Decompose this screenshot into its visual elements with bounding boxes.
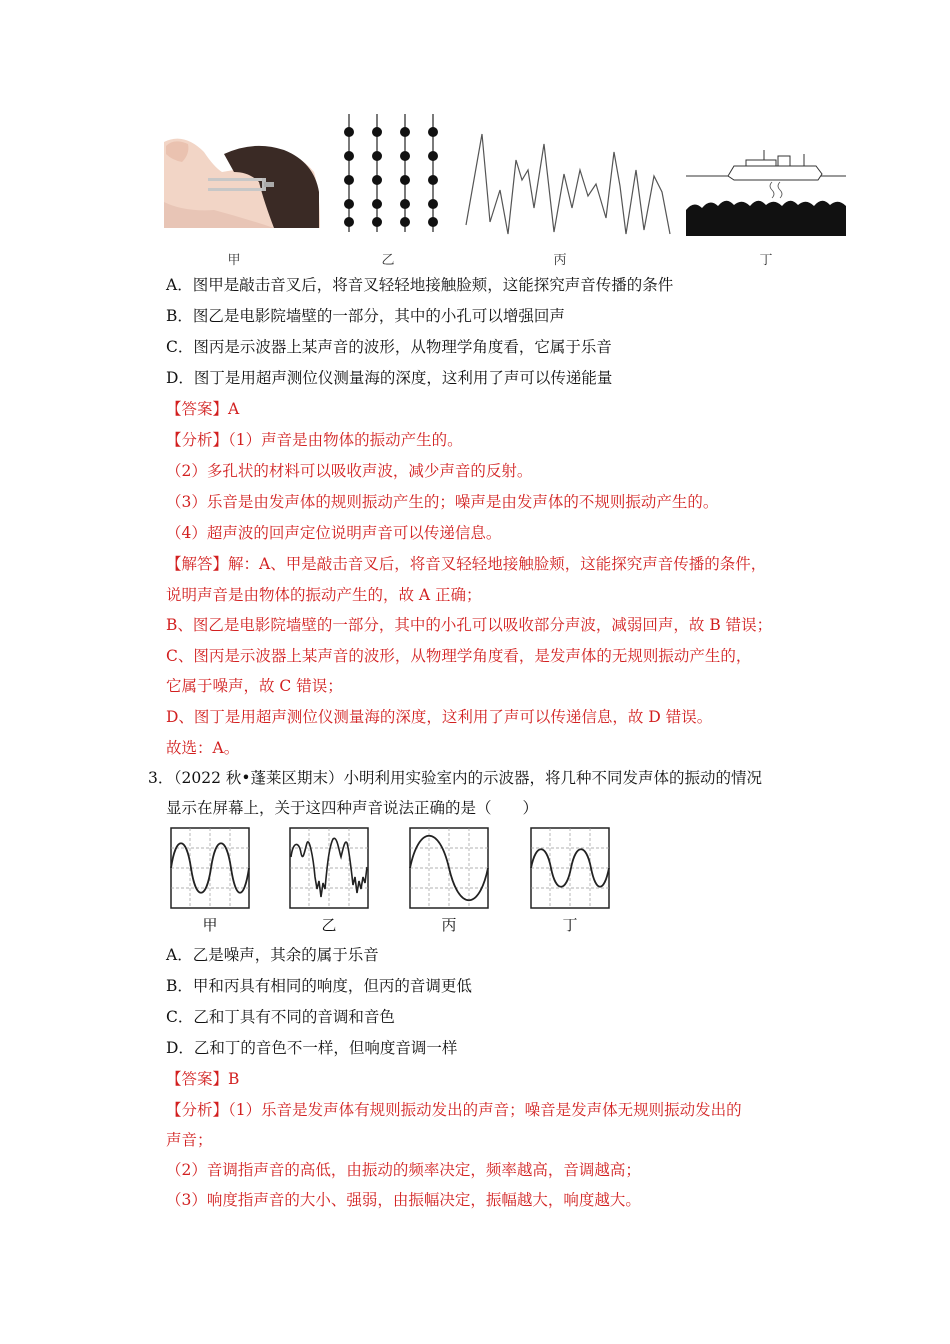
figure-label-yi: 乙 <box>381 253 395 268</box>
oscilloscope-ding <box>530 827 610 909</box>
q2-option-a: A．图甲是敲击音叉后，将音叉轻轻地接触脸颊，这能探究声音传播的条件 <box>166 276 674 294</box>
q2-analysis-line: （4）超声波的回声定位说明声音可以传递信息。 <box>166 524 502 542</box>
q2-solution-line: C、图丙是示波器上某声音的波形，从物理学角度看，是发声体的无规则振动产生的， <box>166 647 752 665</box>
q3-option-d: D．乙和丁的音色不一样，但响度音调一样 <box>166 1039 458 1057</box>
q2-analysis-line: （3）乐音是由发声体的规则振动产生的；噪声是由发声体的不规则振动产生的。 <box>166 493 719 511</box>
osc-label-bing: 丙 <box>441 916 457 934</box>
q2-option-d: D．图丁是用超声测位仪测量海的深度，这利用了声可以传递能量 <box>166 369 613 387</box>
osc-label-ding: 丁 <box>562 916 578 934</box>
q3-analysis-line: （2）音调指声音的高低，由振动的频率决定，频率越高，音调越高； <box>166 1161 641 1179</box>
q3-option-b: B．甲和丙具有相同的响度，但丙的音调更低 <box>166 977 472 995</box>
q3-analysis-line: （3）响度指声音的大小、强弱，由振幅决定，振幅越大，响度越大。 <box>166 1191 641 1209</box>
figure-label-ding: 丁 <box>759 253 773 268</box>
oscilloscope-jia <box>170 827 250 909</box>
figure-label-bing: 丙 <box>553 253 567 268</box>
figure-label-jia: 甲 <box>227 253 241 268</box>
q2-solution-line: B、图乙是电影院墙壁的一部分，其中的小孔可以吸收部分声波，减弱回声，故 B 错误； <box>166 616 773 634</box>
q3-option-c: C．乙和丁具有不同的音调和音色 <box>166 1008 395 1026</box>
q2-analysis-line: （2）多孔状的材料可以吸收声波，减少声音的反射。 <box>166 462 533 480</box>
q2-solution-line: 故选：A。 <box>166 739 240 757</box>
q2-option-b: B．图乙是电影院墙壁的一部分，其中的小孔可以增强回声 <box>166 307 565 325</box>
q3-analysis-line: 【分析】（1）乐音是发声体有规则振动发出的声音；噪音是发声体无规则振动发出的 <box>166 1101 742 1119</box>
osc-label-jia: 甲 <box>202 916 218 934</box>
q3-stem-line: 显示在屏幕上，关于这四种声音说法正确的是（ ） <box>166 799 539 817</box>
q2-option-c: C．图丙是示波器上某声音的波形，从物理学角度看，它属于乐音 <box>166 338 612 356</box>
q3-analysis-line: 声音； <box>166 1131 213 1149</box>
q3-number: 3． <box>148 769 174 787</box>
oscilloscope-bing <box>409 827 489 909</box>
figure-ship-sonar <box>686 150 846 238</box>
q3-option-a: A．乙是噪声，其余的属于乐音 <box>166 946 379 964</box>
osc-label-yi: 乙 <box>321 916 337 934</box>
q2-solution-line: 它属于噪声，故 C 错误； <box>166 677 343 695</box>
q2-analysis-line: 【分析】（1）声音是由物体的振动产生的。 <box>166 431 463 449</box>
figure-irregular-waveform <box>464 130 672 240</box>
q2-solution-line: 【解答】解：A、甲是敲击音叉后，将音叉轻轻地接触脸颊，这能探究声音传播的条件， <box>166 555 767 573</box>
q3-answer: 【答案】B <box>166 1070 240 1088</box>
q2-answer: 【答案】A <box>166 400 240 418</box>
figure-perforated-wall <box>338 114 442 232</box>
q2-solution-line: D、图丁是用超声测位仪测量海的深度，这利用了声可以传递信息，故 D 错误。 <box>166 708 713 726</box>
q3-stem-line: （2022 秋•蓬莱区期末）小明利用实验室内的示波器，将几种不同发声体的振动的情况 <box>166 769 763 787</box>
q2-solution-line: 说明声音是由物体的振动产生的，故 A 正确； <box>166 586 482 604</box>
oscilloscope-yi <box>289 827 369 909</box>
figure-tuning-fork-face <box>164 132 320 232</box>
